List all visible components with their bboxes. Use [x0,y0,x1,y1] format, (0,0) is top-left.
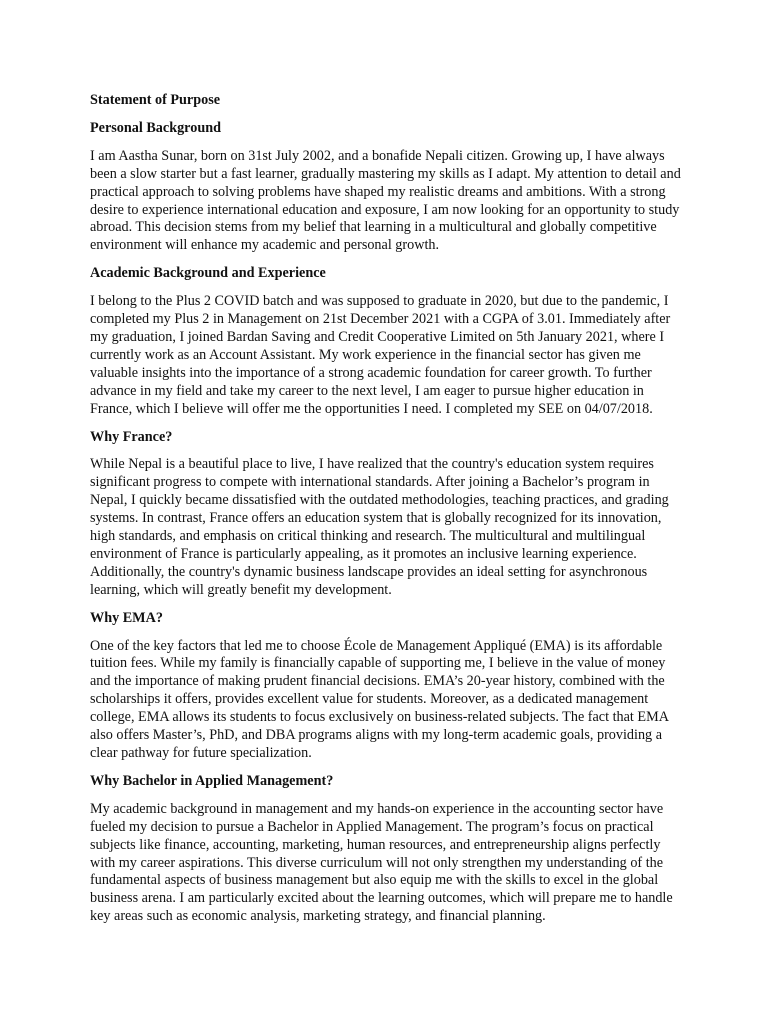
section-text-why-france: While Nepal is a beautiful place to live, I have realized that the country's education system requires significant progress to compete with international standards. After joining a Bachelor’s program in Nepal, I quickly became dissatisfied with the outdated methodologies, teaching practices, and grading systems. In contrast, France offers an education system that is globally recognized for its innovation, high standards, and emphasis on critical thinking and research. The multicultural and multilingual environment of France is particularly appealing, as it promotes an inclusive learning experience. Additionally, the country's dynamic business landscape provides an ideal setting for asynchronous learning, which will greatly benefit my development. [90,456,669,598]
section-text-why-bachelor: My academic background in management and my hands-on experience in the accounting sector have fueled my decision to pursue a Bachelor in Applied Management. The program’s focus on practical subjects like finance, accounting, marketing, human resources, and entrepreneurship aligns perfectly with my career aspirations. This diverse curriculum will not only strengthen my understanding of the fundamental aspects of business management but also equip me with the skills to excel in the global business arena. I am particularly excited about the learning outcomes, which will prepare me to handle key areas such as economic analysis, marketing strategy, and financial planning. [90,800,673,925]
section-text-academic-background: I belong to the Plus 2 COVID batch and was supposed to graduate in 2020, but due to the pandemic, I completed my Plus 2 in Management on 21st December 2021 with a CGPA of 3.01. Immediately after my graduation, I joined Bardan Saving and Credit Cooperative Limited on 5th January 2021, where I currently work as an Account Assistant. My work experience in the financial sector has given me valuable insights into the importance of a strong academic foundation for career growth. To further advance in my field and take my career to the next level, I am eager to pursue higher education in France, which I believe will offer me the opportunities I need. I completed my SEE on 04/07/2018. [90,293,671,417]
section-text-personal-background: I am Aastha Sunar, born on 31st July 2002, and a bonafide Nepali citizen. Growing up, I have always been a slow starter but a fast learner, gradually mastering my skills as I adapt. My attention to detail and practical approach to solving problems have shaped my realistic dreams and ambitions. With a strong desire to experience international education and exposure, I am now looking for an opportunity to study abroad. This decision stems from my belief that learning in a multicultural and globally competitive environment will enhance my academic and personal growth. [90,147,681,254]
document-title: Statement of Purpose [90,92,221,108]
section-heading-academic-background: Academic Background and Experience [90,265,326,282]
section-text-why-ema: One of the key factors that led me to choose École de Management Appliqué (EMA) is its affordable tuition fees. While my family is financially capable of supporting me, I believe in the value of money and the importance of making prudent financial decisions. EMA’s 20-year history, combined with the scholarships it offers, provides excellent value for students. Moreover, as a dedicated management college, EMA allows its students to focus exclusively on business-related subjects. The fact that EMA also offers Master’s, PhD, and DBA programs aligns with my long-term academic goals, providing a clear pathway for future specialization. [90,637,669,761]
section-heading-why-france: Why France? [90,428,173,445]
section-heading-personal-background: Personal Background [90,119,221,136]
document-page [90,92,682,936]
section-heading-why-ema: Why EMA? [90,609,163,626]
section-heading-why-bachelor: Why Bachelor in Applied Management? [90,772,334,789]
